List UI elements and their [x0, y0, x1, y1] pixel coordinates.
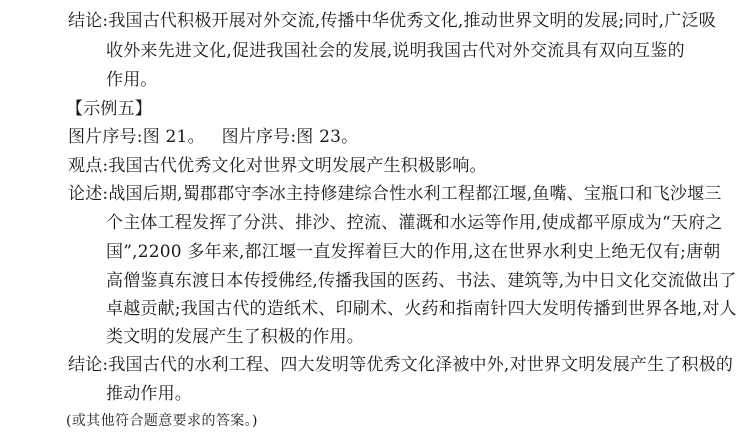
argument-line-1: 论述:战国后期,蜀郡郡守李冰主持修建综合性水利工程都江堰,鱼嘴、宝瓶口和飞沙堰三 [68, 184, 722, 204]
image-refs: 图片序号:图 21。 图片序号:图 23。 [68, 127, 359, 147]
conclusion-2-line-2: 推动作用。 [106, 384, 192, 404]
argument-line-4: 高僧鉴真东渡日本传授佛经,传播我国的医药、书法、建筑等,为中日文化交流做出了 [106, 271, 737, 291]
conclusion-1-line-1: 结论:我国古代积极开展对外交流,传播中华优秀文化,推动世界文明的发展;同时,广泛吸 [68, 11, 716, 31]
argument-line-6: 类文明的发展产生了积极的作用。 [106, 327, 364, 347]
argument-line-3: 国”,2200 多年来,都江堰一直发挥着巨大的作用,这在世界水利史上绝无仅有;唐朝 [106, 242, 721, 262]
argument-line-5: 卓越贡献;我国古代的造纸术、印刷术、火药和指南针四大发明传播到世界各地,对人 [106, 299, 737, 319]
answer-note: (或其他符合题意要求的答案。) [66, 413, 258, 429]
argument-line-2: 个主体工程发挥了分洪、排沙、控流、灌溉和水运等作用,使成都平原成为“天府之 [106, 213, 723, 233]
example-heading: 【示例五】 [66, 99, 152, 119]
conclusion-1-line-2: 收外来先进文化,促进我国社会的发展,说明我国古代对外交流具有双向互鉴的 [106, 41, 685, 61]
viewpoint-line: 观点:我国古代优秀文化对世界文明发展产生积极影响。 [68, 156, 487, 176]
conclusion-2-line-1: 结论:我国古代的水利工程、四大发明等优秀文化泽被中外,对世界文明发展产生了积极的 [68, 355, 734, 375]
conclusion-1-line-3: 作用。 [106, 70, 158, 90]
